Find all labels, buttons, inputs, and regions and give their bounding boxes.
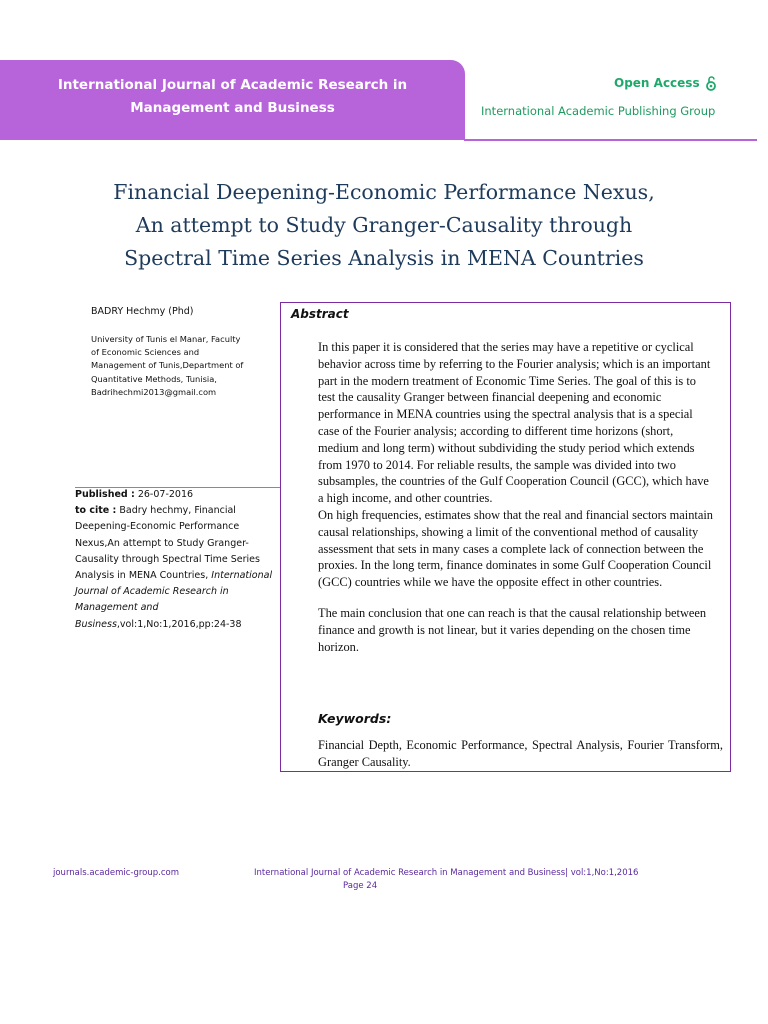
abstract-paragraph: In this paper it is considered that the series may have a repetitive or cyclical behavior across time by referring to the Fourier analysis; which is an important part in the modern treatment of Economic Time Series. The goal of this is to test the causality Granger between financial deepening and economic performance in MENA countries using the spectral analysis that is a special case of the Fourier analysis; according to different time horizons (short, medium and long term) without subdividing the study period which extends from 1970 to 2014. For reliable results, the sample was divided into two subsamples, the countries of the Gulf Cooperation Council (GCC), which have a high income, and other countries. <box>318 340 711 506</box>
affiliation-line: Management of Tunis,Department of <box>91 360 244 371</box>
open-access-badge <box>614 76 716 94</box>
citation-block <box>75 487 275 633</box>
author-email: Badrihechmi2013@gmail.com <box>91 386 217 397</box>
publisher-name: International Academic Publishing Group <box>481 104 716 118</box>
abstract-heading: Abstract <box>291 307 349 321</box>
cite-text: Badry hechmy, Financial Deepening-Economic Performance Nexus,An attempt to Study Granger-Causality through Spectral Time Series Analysis in MENA Countries, <box>75 505 260 582</box>
title-line2: An attempt to Study Granger-Causality through <box>135 213 633 237</box>
title-line3: Spectral Time Series Analysis in MENA Countries <box>124 246 644 270</box>
title-line1: Financial Deepening-Economic Performance Nexus, <box>113 180 655 204</box>
author-block <box>91 306 276 399</box>
journal-title-line1: International Journal of Academic Research in <box>57 77 408 93</box>
open-access-label: Open Access <box>614 76 700 90</box>
cite-volume: ,vol:1,No:1,2016,pp:24-38 <box>116 618 242 630</box>
page-number: Page 24 <box>343 881 378 891</box>
footer-journal-reference: International Journal of Academic Research in Management and Business| vol:1,No:1,2016 <box>254 868 639 878</box>
affiliation-line: University of Tunis el Manar, Faculty <box>91 334 241 344</box>
published-label: Published : <box>75 489 135 500</box>
abstract-body <box>318 339 713 655</box>
cite-journal: International Journal of Academic Research in Management and Business <box>75 570 273 630</box>
journal-title <box>0 74 465 120</box>
open-lock-icon <box>706 76 716 94</box>
journal-banner <box>0 60 465 140</box>
author-name: BADRY Hechmy (Phd) <box>91 306 194 317</box>
abstract-conclusion: The main conclusion that one can reach is that the causal relationship between finance and growth is not linear, but it varies depending on the chosen time horizon. <box>318 605 707 654</box>
author-affiliation <box>91 333 276 399</box>
affiliation-line: of Economic Sciences and <box>91 347 200 358</box>
journal-title-line2: Management and Business <box>130 100 335 116</box>
header-divider <box>464 139 757 141</box>
abstract-box <box>280 302 731 772</box>
abstract-paragraph: On high frequencies, estimates show that the real and financial sectors maintain causal relationships, showing a limit of the conventional method of causality assessment that sets in many cases a complete lack of connection between the proxies. In the long term, finance dominates in some Gulf Cooperation Council (GCC) countries while we have the opposite effect in other countries. <box>318 507 713 590</box>
published-date: 26-07-2016 <box>137 489 194 500</box>
cite-label: to cite : <box>75 505 117 517</box>
footer-website-link[interactable]: journals.academic-group.com <box>53 868 180 878</box>
affiliation-line: Quantitative Methods, Tunisia, <box>91 373 217 384</box>
keywords-heading: Keywords: <box>318 711 392 726</box>
keywords-list: Financial Depth, Economic Performance, Spectral Analysis, Fourier Transform, Granger Causality. <box>318 738 723 769</box>
paper-title <box>40 176 728 275</box>
